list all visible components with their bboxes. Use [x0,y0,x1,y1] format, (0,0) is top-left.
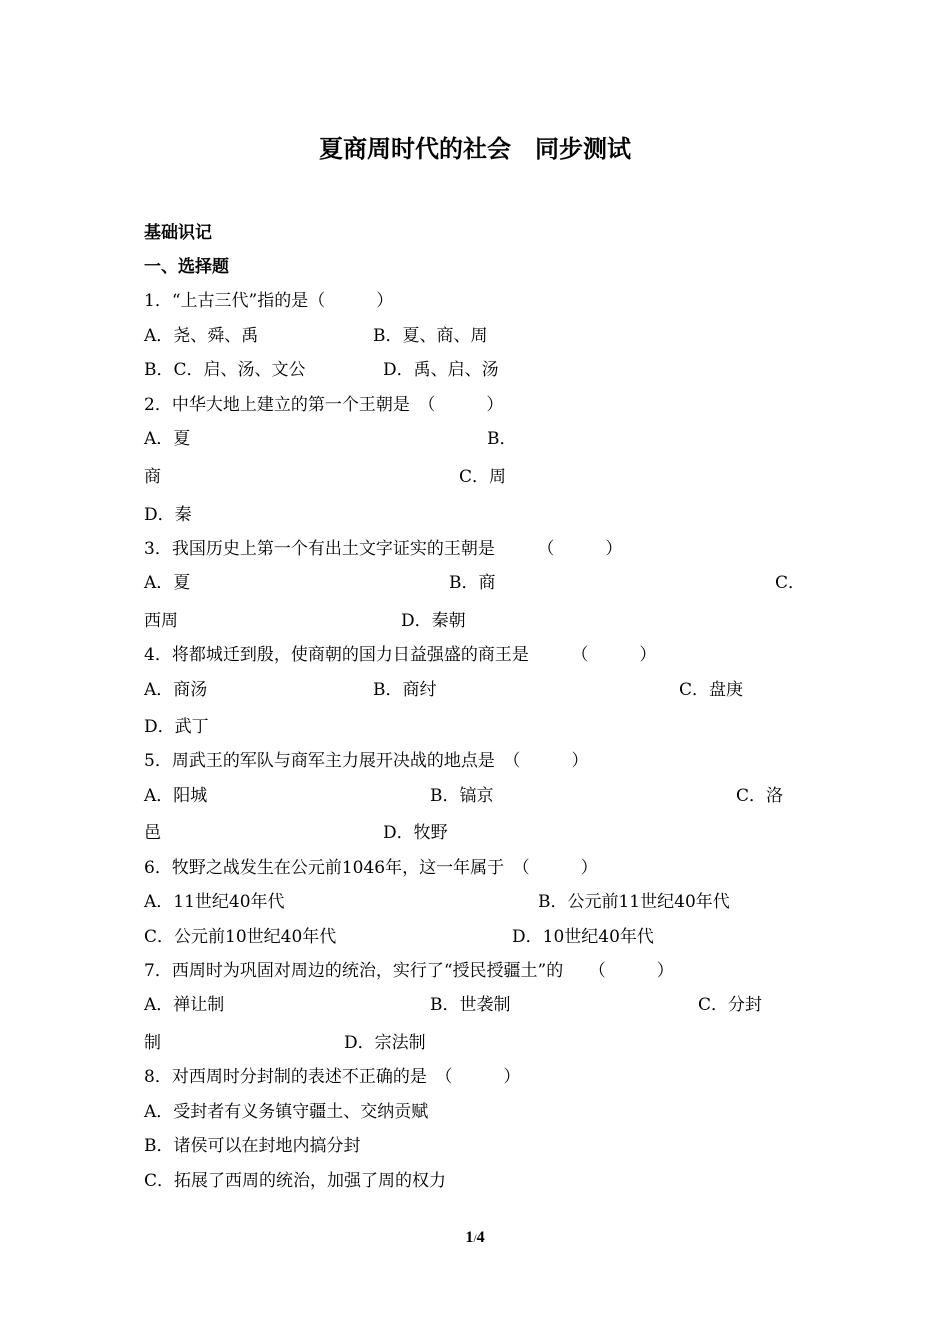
q5-option: A．阳城 [144,786,208,806]
q6-option: D．10世纪40年代 [512,927,654,947]
page-total: 4 [476,1229,485,1246]
q8-option: B．诸侯可以在封地内搞分封 [144,1136,361,1156]
q2-option: D．秦 [144,505,192,525]
q7-option: C．分封 [698,995,763,1015]
question-5-stem: 5．周武王的军队与商军主力展开决战的地点是 （ ） [144,751,589,771]
q3-option: B．商 [449,573,496,593]
q1-option: B．夏、商、周 [373,326,488,346]
question-3-stem: 3．我国历史上第一个有出土文字证实的王朝是 （ ） [144,539,623,559]
page-title: 夏商周时代的社会 同步测试 [319,134,631,163]
q6-option: B．公元前11世纪40年代 [538,892,730,912]
question-2-stem: 2．中华大地上建立的第一个王朝是 （ ） [144,395,504,415]
q3-option: 西周 [144,611,178,631]
q8-option: C．拓展了西周的统治，加强了周的权力 [144,1171,447,1191]
q7-option: A．禅让制 [144,995,225,1015]
question-7-stem: 7．西周时为巩固对周边的统治，实行了“授民授疆土”的 （ ） [144,961,674,981]
page-current: 1 [465,1229,474,1246]
subsection-heading: 一、选择题 [144,257,229,277]
q1-option: D．禹、启、汤 [383,360,499,380]
q2-option: C．周 [459,467,507,487]
q1-option: B．C．启、汤、文公 [144,360,306,380]
q4-option: C．盘庚 [679,680,744,700]
q7-option: B．世袭制 [430,995,511,1015]
question-1-stem: 1．“上古三代”指的是（ ） [144,291,394,311]
q5-option: 邑 [144,823,161,843]
q5-option: D．牧野 [383,823,448,843]
q2-option: 商 [144,467,161,487]
q3-option: D．秦朝 [401,611,466,631]
question-6-stem: 6．牧野之战发生在公元前1046年，这一年属于 （ ） [144,858,598,878]
q6-option: A．11世纪40年代 [144,892,285,912]
question-4-stem: 4．将都城迁到殷，使商朝的国力日益强盛的商王是 （ ） [144,645,657,665]
q4-option: B．商纣 [373,680,437,700]
q6-option: C．公元前10世纪40年代 [144,927,337,947]
q4-option: D．武丁 [144,717,209,737]
q2-option: A．夏 [144,429,191,449]
question-8-stem: 8．对西周时分封制的表述不正确的是 （ ） [144,1067,521,1087]
q2-option: B． [487,429,517,449]
q4-option: A．商汤 [144,680,208,700]
q7-option: 制 [144,1033,161,1053]
section-heading: 基础识记 [144,223,212,243]
q8-option: A．受封者有义务镇守疆土、交纳贡赋 [144,1102,429,1122]
q3-option: A．夏 [144,573,191,593]
q7-option: D．宗法制 [344,1033,426,1053]
q5-option: B．镐京 [430,786,494,806]
q3-option: C． [775,573,806,593]
q1-option: A．尧、舜、禹 [144,326,259,346]
page-separator: / [473,1231,477,1245]
page-number [0,1229,950,1247]
q5-option: C．洛 [736,786,784,806]
